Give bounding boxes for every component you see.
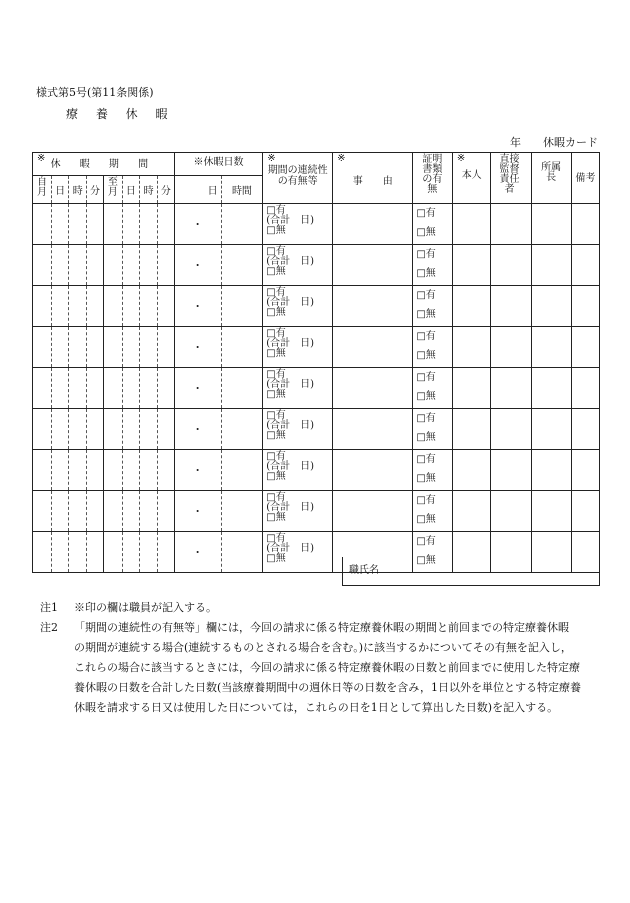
supervisor-seal-cell[interactable]	[491, 368, 532, 409]
days-dot: ・	[192, 300, 204, 313]
from-month-cell[interactable]	[33, 450, 52, 491]
days-cell[interactable]	[174, 327, 221, 368]
cert-yes-checkbox[interactable]: □有	[416, 536, 436, 547]
hours-unit-label: 時間	[221, 176, 263, 204]
to-minute-cell[interactable]	[157, 368, 174, 409]
note-2-line-2: の期間が連続する場合(連続するものとされる場合を含む。)に該当するかについてその有無を記入し，	[74, 641, 572, 654]
certificate-cell[interactable]	[413, 204, 453, 245]
note-1-text: ※印の欄は職員が記入する。	[74, 601, 217, 614]
certificate-cell[interactable]	[413, 409, 453, 450]
cont-total: (合計 日)	[266, 502, 315, 513]
name-field[interactable]	[342, 557, 600, 586]
from-hour-cell[interactable]	[69, 204, 87, 245]
days-dot: ・	[192, 423, 204, 436]
to-day-cell[interactable]	[122, 491, 140, 532]
cert-no-checkbox[interactable]: □無	[416, 268, 436, 279]
self-seal-cell[interactable]	[452, 409, 491, 450]
cont-no-checkbox[interactable]: □無	[266, 553, 286, 564]
dept-head-seal-cell[interactable]	[532, 204, 572, 245]
note-2-line-1: 「期間の連続性の有無等」欄には，今回の請求に係る特定療養休暇の期間と前回までの特定療養休暇	[74, 621, 569, 634]
hours-cell[interactable]	[221, 450, 263, 491]
reason-cell[interactable]	[333, 491, 413, 532]
continuity-header-cell	[263, 153, 333, 204]
cont-yes-checkbox[interactable]: □有	[266, 410, 286, 421]
self-seal-cell[interactable]	[452, 286, 491, 327]
hour-label: 時	[69, 176, 87, 204]
to-minute-cell[interactable]	[157, 450, 174, 491]
cont-yes-checkbox[interactable]: □有	[266, 287, 286, 298]
cont-no-checkbox[interactable]: □無	[266, 389, 286, 400]
dept-head-seal-cell[interactable]	[532, 491, 572, 532]
cont-total: (合計 日)	[266, 297, 315, 308]
leave-record-table	[32, 152, 600, 573]
reason-cell[interactable]	[333, 245, 413, 286]
cert-yes-checkbox[interactable]: □有	[416, 249, 436, 260]
certificate-header: 証明書類の有無	[413, 153, 453, 204]
certificate-cell[interactable]	[413, 245, 453, 286]
to-hour-cell[interactable]	[140, 409, 158, 450]
from-day-cell[interactable]	[51, 409, 69, 450]
cont-yes-checkbox[interactable]: □有	[266, 533, 286, 544]
table-row	[33, 450, 600, 491]
to-month-cell[interactable]	[103, 532, 122, 573]
dept-head-seal-cell[interactable]	[532, 286, 572, 327]
hours-cell[interactable]	[221, 491, 263, 532]
to-day-label: 至月	[103, 176, 122, 204]
from-minute-cell[interactable]	[87, 532, 104, 573]
days-cell[interactable]	[174, 450, 221, 491]
from-month-cell[interactable]	[33, 204, 52, 245]
cont-no-checkbox[interactable]: □無	[266, 348, 286, 359]
from-day-cell[interactable]	[51, 450, 69, 491]
cont-yes-checkbox[interactable]: □有	[266, 246, 286, 257]
self-seal-cell[interactable]	[452, 491, 491, 532]
to-hour-cell[interactable]	[140, 450, 158, 491]
remarks-cell[interactable]	[571, 368, 599, 409]
to-hour-cell[interactable]	[140, 532, 158, 573]
reason-cell[interactable]	[333, 286, 413, 327]
remarks-cell[interactable]	[571, 491, 599, 532]
cert-no-checkbox[interactable]: □無	[416, 391, 436, 402]
hours-cell[interactable]	[221, 409, 263, 450]
to-month-cell[interactable]	[103, 450, 122, 491]
from-hour-cell[interactable]	[69, 491, 87, 532]
from-month-cell[interactable]	[33, 245, 52, 286]
cont-total: (合計 日)	[266, 256, 315, 267]
continuity-cell[interactable]	[263, 409, 333, 450]
self-seal-cell[interactable]	[452, 204, 491, 245]
continuity-header: 期間の連続性の有無等	[267, 165, 328, 187]
cert-yes-checkbox[interactable]: □有	[416, 495, 436, 506]
cont-total: (合計 日)	[266, 338, 315, 349]
from-minute-cell[interactable]	[87, 409, 104, 450]
supervisor-seal-cell[interactable]	[491, 286, 532, 327]
cert-yes-checkbox[interactable]: □有	[416, 413, 436, 424]
from-minute-cell[interactable]	[87, 327, 104, 368]
continuity-cell[interactable]	[263, 368, 333, 409]
from-month-cell[interactable]	[33, 327, 52, 368]
table-row	[33, 327, 600, 368]
from-month-cell[interactable]	[33, 409, 52, 450]
certificate-cell[interactable]	[413, 286, 453, 327]
reason-header: 事 由	[352, 176, 393, 187]
remarks-cell[interactable]	[571, 327, 599, 368]
cont-no-checkbox[interactable]: □無	[266, 430, 286, 441]
to-month-cell[interactable]	[103, 491, 122, 532]
to-hour-cell[interactable]	[140, 491, 158, 532]
to-month-cell[interactable]	[103, 204, 122, 245]
reason-cell[interactable]	[333, 327, 413, 368]
note-2-line-3: これらの場合に該当するときには，今回の請求に係る特定療養休暇の日数と前回までに使用した特定療	[74, 661, 580, 674]
to-minute-cell[interactable]	[157, 327, 174, 368]
dept-head-seal-cell[interactable]	[532, 368, 572, 409]
supervisor-seal-cell[interactable]	[491, 491, 532, 532]
reason-cell[interactable]	[333, 368, 413, 409]
table-row	[33, 245, 600, 286]
to-month-cell[interactable]	[103, 245, 122, 286]
self-seal-cell[interactable]	[452, 245, 491, 286]
continuity-cell[interactable]	[263, 491, 333, 532]
to-day-cell[interactable]	[122, 245, 140, 286]
note-2	[40, 618, 600, 718]
cont-total: (合計 日)	[266, 461, 315, 472]
from-minute-cell[interactable]	[87, 204, 104, 245]
minute-label: 分	[157, 176, 174, 204]
hours-cell[interactable]	[221, 204, 263, 245]
mark-symbol: ※	[456, 153, 466, 164]
cert-no-checkbox[interactable]: □無	[416, 227, 436, 238]
cont-no-checkbox[interactable]: □無	[266, 471, 286, 482]
remarks-cell[interactable]	[571, 286, 599, 327]
hours-cell[interactable]	[221, 286, 263, 327]
remarks-cell[interactable]	[571, 245, 599, 286]
remarks-cell[interactable]	[571, 450, 599, 491]
from-month-cell[interactable]	[33, 491, 52, 532]
supervisor-seal-cell[interactable]	[491, 450, 532, 491]
days-dot: ・	[192, 218, 204, 231]
hours-cell[interactable]	[221, 368, 263, 409]
certificate-cell[interactable]	[413, 327, 453, 368]
to-day-cell[interactable]	[122, 409, 140, 450]
table-row	[33, 286, 600, 327]
from-day-cell[interactable]	[51, 204, 69, 245]
form-number: 様式第5号(第11条関係)	[36, 86, 154, 99]
cert-no-checkbox[interactable]: □無	[416, 473, 436, 484]
self-seal-cell[interactable]	[452, 368, 491, 409]
days-dot: ・	[192, 464, 204, 477]
cert-no-checkbox[interactable]: □無	[416, 350, 436, 361]
to-minute-cell[interactable]	[157, 204, 174, 245]
cont-yes-checkbox[interactable]: □有	[266, 451, 286, 462]
continuity-cell[interactable]	[263, 286, 333, 327]
dept-head-seal-cell[interactable]	[532, 450, 572, 491]
to-day-cell[interactable]	[122, 532, 140, 573]
year-label: 年	[510, 136, 521, 149]
reason-cell[interactable]	[333, 204, 413, 245]
note-2-label: 注2	[40, 621, 58, 634]
from-minute-cell[interactable]	[87, 491, 104, 532]
cont-total: (合計 日)	[266, 543, 315, 554]
to-hour-cell[interactable]	[140, 245, 158, 286]
from-month-cell[interactable]	[33, 368, 52, 409]
to-day-cell[interactable]	[122, 327, 140, 368]
table-row	[33, 409, 600, 450]
days-unit-label: 日	[174, 176, 221, 204]
from-hour-cell[interactable]	[69, 327, 87, 368]
cont-no-checkbox[interactable]: □無	[266, 266, 286, 277]
supervisor-header: 直接監督責任者	[491, 153, 532, 204]
from-hour-cell[interactable]	[69, 532, 87, 573]
cont-yes-checkbox[interactable]: □有	[266, 205, 286, 216]
days-cell[interactable]	[174, 491, 221, 532]
from-day-cell[interactable]	[51, 368, 69, 409]
remarks-cell[interactable]	[571, 204, 599, 245]
form-title: 療 養 休 暇	[66, 107, 175, 121]
to-hour-cell[interactable]	[140, 286, 158, 327]
from-day-label: 自月	[33, 176, 52, 204]
reason-cell[interactable]	[333, 450, 413, 491]
to-month-cell[interactable]	[103, 327, 122, 368]
cont-total: (合計 日)	[266, 379, 315, 390]
hours-cell[interactable]	[221, 532, 263, 573]
from-month-cell[interactable]	[33, 286, 52, 327]
continuity-cell[interactable]	[263, 450, 333, 491]
mark-symbol: ※	[267, 153, 276, 164]
days-dot: ・	[192, 259, 204, 272]
days-cell[interactable]	[174, 409, 221, 450]
minute-label: 分	[87, 176, 104, 204]
reason-cell[interactable]	[333, 409, 413, 450]
dept-head-seal-cell[interactable]	[532, 409, 572, 450]
cont-no-checkbox[interactable]: □無	[266, 225, 286, 236]
to-month-cell[interactable]	[103, 368, 122, 409]
from-day-cell[interactable]	[51, 327, 69, 368]
from-hour-cell[interactable]	[69, 286, 87, 327]
from-hour-cell[interactable]	[69, 245, 87, 286]
cont-yes-checkbox[interactable]: □有	[266, 492, 286, 503]
continuity-cell[interactable]	[263, 204, 333, 245]
days-dot: ・	[192, 505, 204, 518]
table-row	[33, 204, 600, 245]
to-minute-cell[interactable]	[157, 286, 174, 327]
continuity-cell[interactable]	[263, 327, 333, 368]
cert-no-checkbox[interactable]: □無	[416, 555, 436, 566]
table-row	[33, 368, 600, 409]
from-minute-cell[interactable]	[87, 450, 104, 491]
remarks-cell[interactable]	[571, 409, 599, 450]
from-day-cell[interactable]	[51, 286, 69, 327]
cont-yes-checkbox[interactable]: □有	[266, 328, 286, 339]
hour-label: 時	[140, 176, 158, 204]
note-2-line-4: 養休暇の日数を合計した日数(当該療養期間中の週休日等の日数を含み，1日以外を単位とする特定療養	[74, 681, 581, 694]
name-label: 職氏名	[349, 565, 379, 576]
cont-no-checkbox[interactable]: □無	[266, 512, 286, 523]
self-header: 本人	[461, 170, 482, 181]
to-day-cell[interactable]	[122, 204, 140, 245]
from-day-cell[interactable]	[51, 491, 69, 532]
period-header: 休 暇 期 間	[50, 159, 157, 170]
cont-total: (合計 日)	[266, 420, 315, 431]
certificate-cell[interactable]	[413, 491, 453, 532]
from-hour-cell[interactable]	[69, 368, 87, 409]
note-1	[40, 598, 217, 618]
to-day-cell[interactable]	[122, 368, 140, 409]
to-hour-cell[interactable]	[140, 327, 158, 368]
remarks-header: 備考	[571, 153, 599, 204]
self-seal-cell[interactable]	[452, 327, 491, 368]
period-header-cell	[33, 153, 175, 176]
cert-yes-checkbox[interactable]: □有	[416, 454, 436, 465]
days-cell[interactable]	[174, 204, 221, 245]
from-minute-cell[interactable]	[87, 245, 104, 286]
to-day-cell[interactable]	[122, 286, 140, 327]
cont-yes-checkbox[interactable]: □有	[266, 369, 286, 380]
to-month-cell[interactable]	[103, 409, 122, 450]
day-label: 日	[122, 176, 140, 204]
certificate-cell[interactable]	[413, 368, 453, 409]
dept-head-seal-cell[interactable]	[532, 245, 572, 286]
continuity-cell[interactable]	[263, 245, 333, 286]
supervisor-seal-cell[interactable]	[491, 204, 532, 245]
days-cell[interactable]	[174, 368, 221, 409]
days-header: ※休暇日数	[174, 153, 263, 176]
reason-header-cell	[333, 153, 413, 204]
cert-yes-checkbox[interactable]: □有	[416, 331, 436, 342]
to-hour-cell[interactable]	[140, 368, 158, 409]
from-hour-cell[interactable]	[69, 450, 87, 491]
card-name: 休暇カード	[543, 136, 598, 149]
supervisor-seal-cell[interactable]	[491, 409, 532, 450]
from-day-cell[interactable]	[51, 532, 69, 573]
from-minute-cell[interactable]	[87, 368, 104, 409]
mark-symbol: ※	[337, 153, 346, 164]
mark-symbol: ※	[37, 153, 46, 164]
dept-head-seal-cell[interactable]	[532, 327, 572, 368]
to-minute-cell[interactable]	[157, 532, 174, 573]
cont-no-checkbox[interactable]: □無	[266, 307, 286, 318]
day-label: 日	[51, 176, 69, 204]
to-day-cell[interactable]	[122, 450, 140, 491]
continuity-cell[interactable]	[263, 532, 333, 573]
supervisor-seal-cell[interactable]	[491, 245, 532, 286]
note-2-line-5: 休暇を請求する日又は使用した日については，これらの日を1日として算出した日数)を記入する。	[74, 701, 559, 714]
days-dot: ・	[192, 382, 204, 395]
days-cell[interactable]	[174, 532, 221, 573]
from-hour-cell[interactable]	[69, 409, 87, 450]
cert-no-checkbox[interactable]: □無	[416, 309, 436, 320]
from-day-cell[interactable]	[51, 245, 69, 286]
cert-yes-checkbox[interactable]: □有	[416, 208, 436, 219]
days-dot: ・	[192, 341, 204, 354]
cert-no-checkbox[interactable]: □無	[416, 432, 436, 443]
cert-yes-checkbox[interactable]: □有	[416, 290, 436, 301]
note-1-label: 注1	[40, 601, 58, 614]
data-rows	[33, 204, 600, 573]
to-minute-cell[interactable]	[157, 409, 174, 450]
dept-head-header: 所属長	[532, 153, 572, 204]
certificate-cell[interactable]	[413, 450, 453, 491]
self-seal-cell[interactable]	[452, 450, 491, 491]
table-row	[33, 491, 600, 532]
to-month-cell[interactable]	[103, 286, 122, 327]
to-minute-cell[interactable]	[157, 491, 174, 532]
days-cell[interactable]	[174, 245, 221, 286]
cont-total: (合計 日)	[266, 215, 315, 226]
to-minute-cell[interactable]	[157, 245, 174, 286]
card-label	[510, 134, 598, 150]
hours-cell[interactable]	[221, 245, 263, 286]
hours-cell[interactable]	[221, 327, 263, 368]
from-minute-cell[interactable]	[87, 286, 104, 327]
cert-yes-checkbox[interactable]: □有	[416, 372, 436, 383]
days-cell[interactable]	[174, 286, 221, 327]
from-month-cell[interactable]	[33, 532, 52, 573]
to-hour-cell[interactable]	[140, 204, 158, 245]
self-header-cell	[452, 153, 491, 204]
supervisor-seal-cell[interactable]	[491, 327, 532, 368]
cert-no-checkbox[interactable]: □無	[416, 514, 436, 525]
days-dot: ・	[192, 546, 204, 559]
